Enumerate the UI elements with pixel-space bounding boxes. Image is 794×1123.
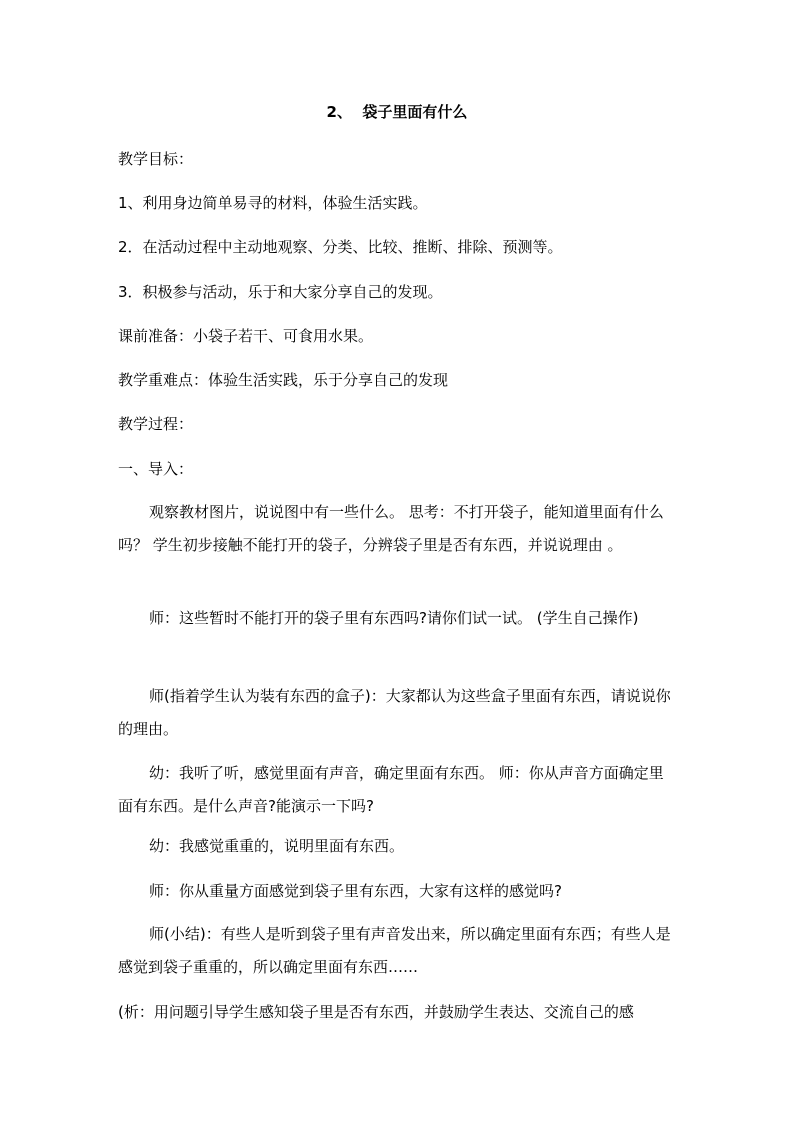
process-heading: 教学过程： (118, 415, 194, 433)
body-paragraph: 幼：我感觉重重的，说明里面有东西。 (149, 837, 405, 855)
body-paragraph: 师(指着学生认为装有东西的盒子)：大家都认为这些盒子里面有东西，请说说你的理由。 (118, 687, 671, 738)
body-paragraph: 师：你从重量方面感觉到袋子里有东西，大家有这样的感觉吗? (149, 882, 562, 900)
objective-item: 3．积极参与活动，乐于和大家分享自己的发现。 (118, 283, 443, 301)
lesson-title: 2、 袋子里面有什么 (326, 103, 468, 121)
preparation-line: 课前准备：小袋子若干、可食用水果。 (118, 327, 374, 345)
analysis-note: (析：用问题引导学生感知袋子里是否有东西，并鼓励学生表达、交流自己的感 (118, 1003, 634, 1021)
objective-item: 2．在活动过程中主动地观察、分类、比较、推断、排除、预测等。 (118, 238, 563, 256)
key-points-line: 教学重难点：体验生活实践，乐于分享自己的发现 (118, 371, 449, 389)
body-paragraph: 师(小结)：有些人是听到袋子里有声音发出来，所以确定里面有东西；有些人是感觉到袋子重重的，所以确定里面有东西…… (118, 925, 671, 976)
body-paragraph: 师：这些暂时不能打开的袋子里有东西吗?请你们试一试。 (学生自己操作) (149, 609, 639, 627)
objective-item: 1、利用身边简单易寻的材料，体验生活实践。 (118, 194, 428, 212)
body-paragraph: 幼：我听了听，感觉里面有声音，确定里面有东西。 师：你从声音方面确定里面有东西。是什么声音?能演示一下吗? (118, 764, 664, 815)
objectives-heading: 教学目标： (118, 150, 194, 168)
body-paragraph: 观察教材图片，说说图中有一些什么。 思考：不打开袋子，能知道里面有什么吗？ 学生初步接触不能打开的袋子，分辨袋子里是否有东西，并说说理由 。 (118, 503, 664, 554)
section-one-heading: 一、导入： (118, 460, 194, 478)
